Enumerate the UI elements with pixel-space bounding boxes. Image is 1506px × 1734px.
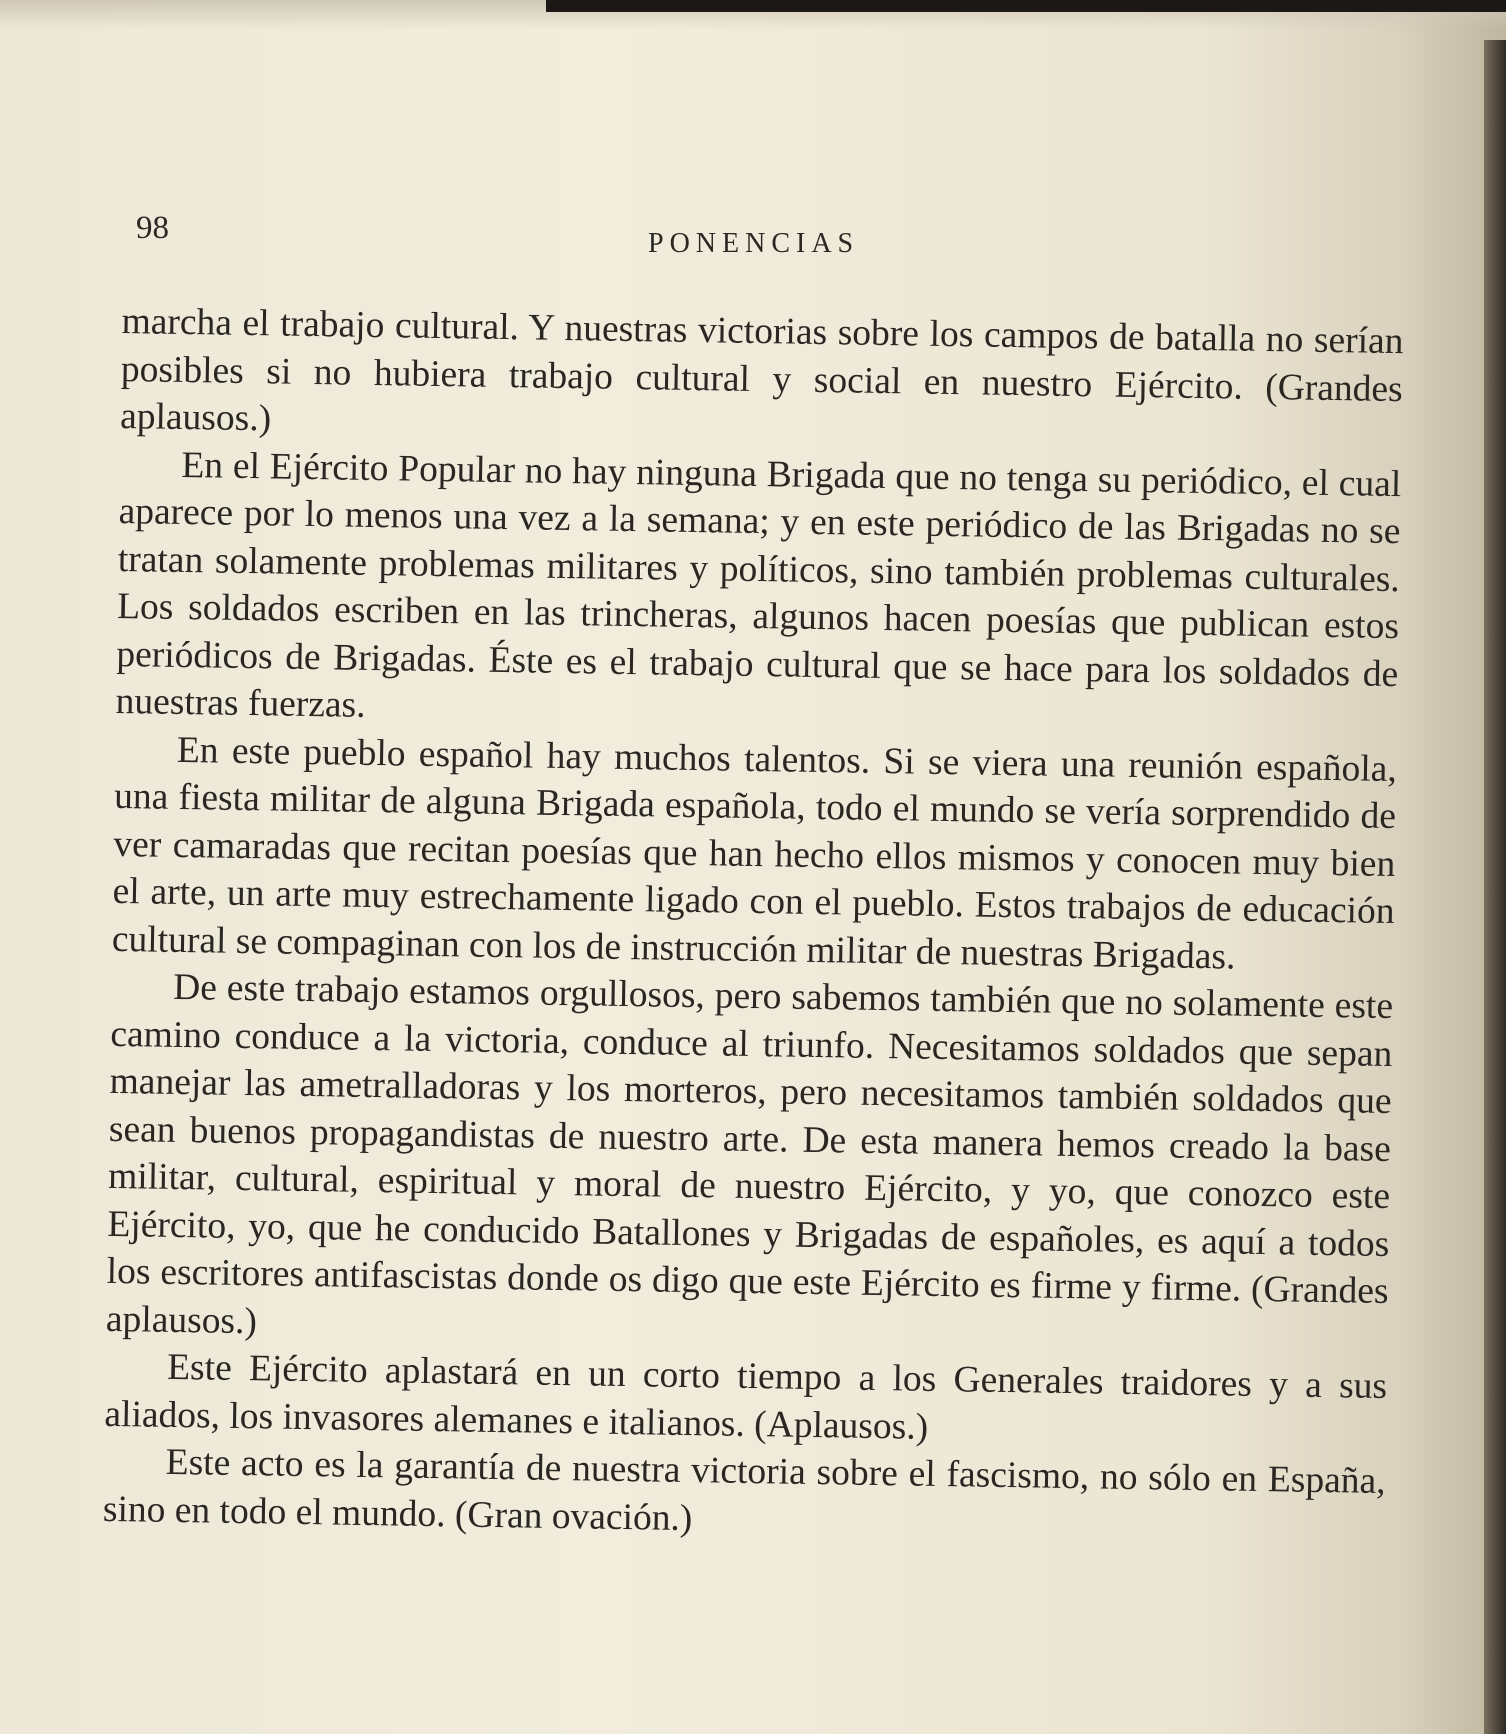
paragraph-6: Este acto es la garantía de nuestra victoria sobre el fascismo, no sólo en España, sino en todo el mundo. (Gran ovación.) xyxy=(102,1441,1386,1539)
paragraph-2: En el Ejército Popular no hay ninguna Brigada que no tenga su periódico, el cual aparece por lo menos una vez a la semana; y en este periódico de las Brigadas no se tratan solamente problemas militares y políticos, sino también problemas culturales. Los soldados escriben en las trincheras, algunos hacen poesías que publican estos periódicos de Brigadas. Éste es el trabajo cultural que se hace para los soldados de nuestras fuerzas. xyxy=(115,444,1402,726)
paragraph-5: Este Ejército aplastará en un corto tiempo a los Generales traidores y a sus aliados, los invasores alemanes e italianos. (Aplausos.) xyxy=(104,1346,1388,1448)
scanner-edge-bar xyxy=(546,0,1506,12)
page-number: 98 xyxy=(136,210,169,246)
running-head: PONENCIAS xyxy=(648,228,860,259)
paragraph-1: marcha el trabajo cultural. Y nuestras victorias sobre los campos de batalla no serían posibles si no hubiera trabajo cultural y social en nuestro Ejército. (Grandes aplausos.) xyxy=(119,300,1404,440)
paragraph-4: De este trabajo estamos orgullosos, pero sabemos también que no solamente este camino conduce a la victoria, conduce al triunfo. Necesitamos soldados que sepan manejar las ametralladoras y los morteros, pero necesitamos también soldados que sean buenos propagandistas de nuestro arte. De esta manera hemos creado la base militar, cultural, espiritual y moral de nuestro Ejército, y yo, que conozco este Ejército, yo, que he conducido Batallones y Brigadas de españoles, es aquí a todos los escritores antifascistas donde os digo que este Ejército es firme y firme. (Grandes aplausos.) xyxy=(105,966,1394,1342)
book-spine-edge xyxy=(1484,40,1506,1734)
body-text xyxy=(103,298,1404,1553)
paragraph-3: En este pueblo español hay muchos talentos. Si se viera una reunión española, una fiesta militar de alguna Brigada española, todo el mundo se vería sorprendido de ver camaradas que recitan poesías que han hecho ellos mismos y conocen muy bien el arte, un arte muy estrechamente ligado con el pueblo. Estos trabajos de educación cultural se compaginan con los de instrucción militar de nuestras Brigadas. xyxy=(111,729,1398,978)
